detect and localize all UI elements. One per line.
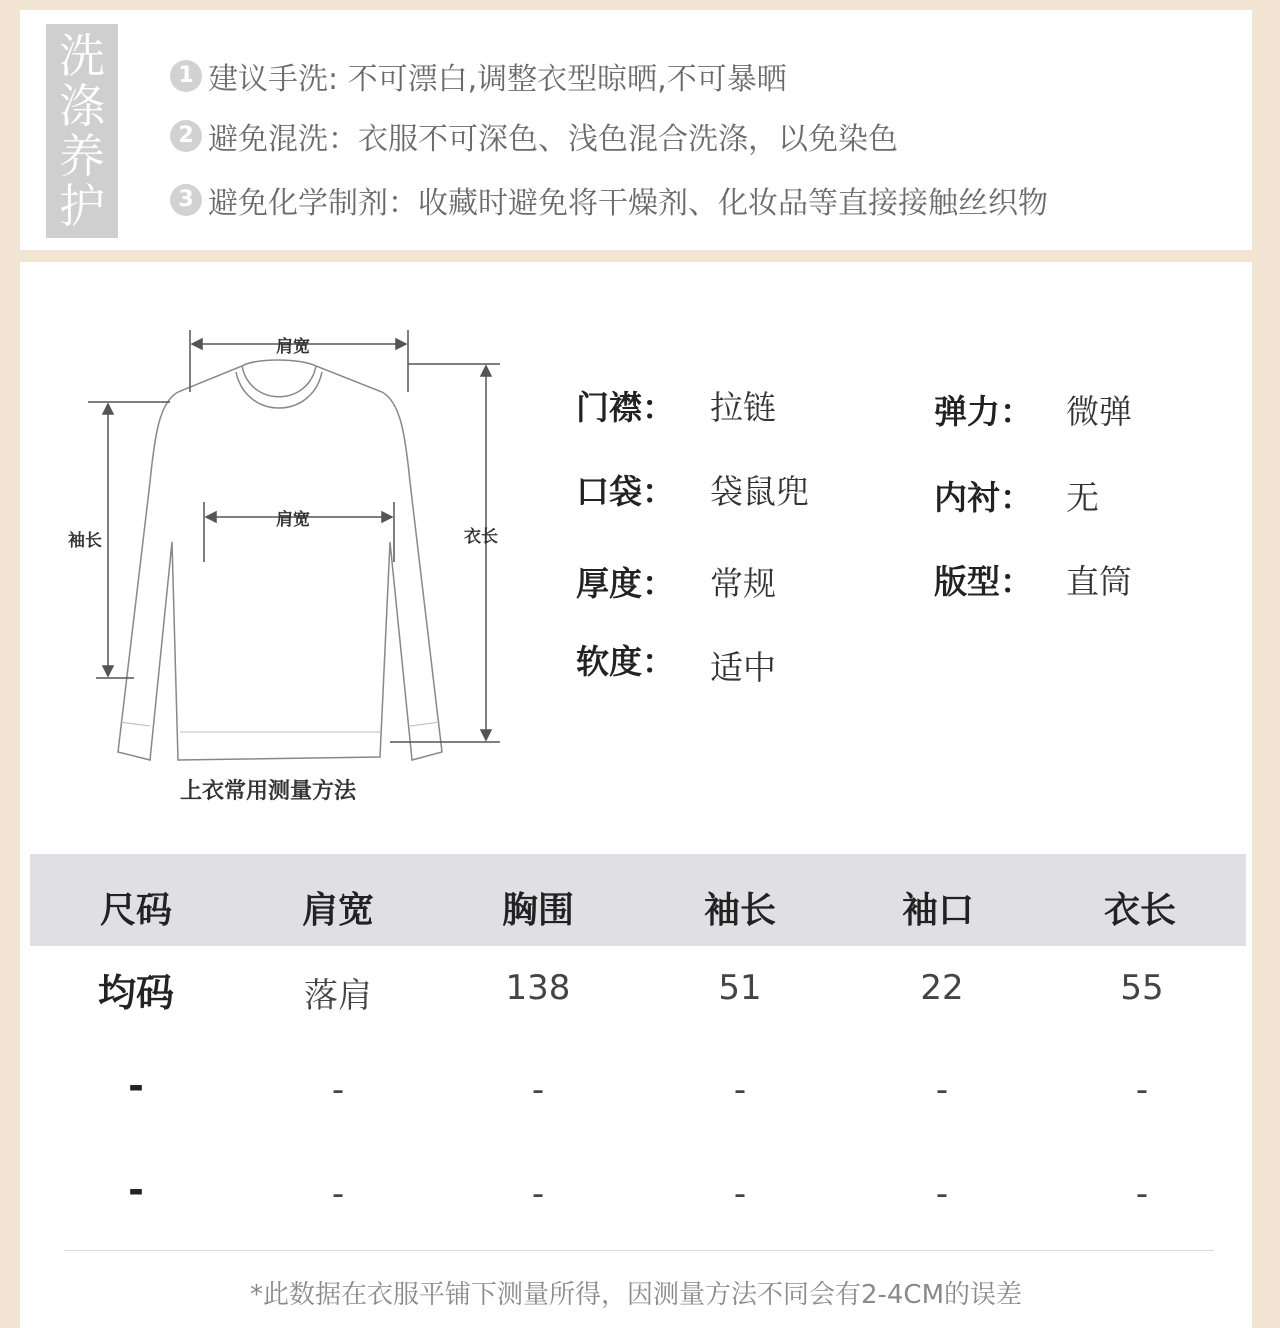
attr-value-closure: 拉链 (710, 388, 776, 427)
table-cell: - (935, 1070, 949, 1110)
size-info-section (20, 262, 1252, 1328)
attr-key-lining: 内衬： (934, 478, 1033, 517)
attr-value-fit: 直筒 (1066, 562, 1132, 601)
care-item-text: 避免混洗：衣服不可深色、浅色混合洗涤，以免染色 (208, 122, 898, 157)
garment-length-label: 衣长 (464, 527, 498, 547)
sweater-outline-icon (60, 312, 500, 772)
table-cell: - (331, 1174, 345, 1214)
table-cell: - (1135, 1174, 1149, 1214)
table-cell: - (531, 1070, 545, 1110)
care-item (170, 178, 1048, 222)
care-item-text: 避免化学制剂：收藏时避免将干燥剂、化妆品等直接接触丝织物 (208, 186, 1048, 221)
care-item-text: 建议手洗: 不可漂白,调整衣型晾晒,不可暴晒 (208, 62, 787, 97)
table-cell: 均码 (97, 971, 174, 1015)
care-badge-char: 洗 (59, 29, 105, 83)
attr-key-elasticity: 弹力： (934, 392, 1033, 431)
care-badge-char: 涤 (59, 79, 105, 133)
care-badge-char: 护 (59, 179, 105, 233)
table-cell: - (935, 1174, 949, 1214)
header-chest: 胸围 (501, 890, 574, 931)
measurement-footnote: *此数据在衣服平铺下测量所得，因测量方法不同会有2-4CM的误差 (249, 1280, 1023, 1310)
number-badge-icon: 3 (170, 184, 202, 216)
attr-value-elasticity: 微弹 (1066, 392, 1132, 431)
shoulder-width-label: 肩宽 (276, 337, 310, 357)
table-cell: - (128, 1168, 144, 1212)
attr-key-closure: 门襟： (576, 388, 675, 427)
table-cell: 55 (1120, 968, 1164, 1008)
divider (64, 1250, 1214, 1251)
care-item (170, 114, 898, 158)
table-cell: - (733, 1070, 747, 1110)
table-cell: - (1135, 1070, 1149, 1110)
attr-key-pocket: 口袋： (576, 472, 675, 511)
table-cell: 落肩 (304, 976, 372, 1016)
table-cell: 138 (505, 968, 571, 1008)
attr-value-softness: 适中 (710, 648, 776, 687)
table-cell: - (733, 1174, 747, 1214)
attr-value-pocket: 袋鼠兜 (710, 472, 809, 511)
size-table-header (30, 854, 1246, 946)
care-badge-char: 养 (59, 129, 105, 183)
table-cell: 51 (718, 968, 762, 1008)
header-cuff: 袖口 (901, 890, 974, 931)
chest-width-label: 肩宽 (276, 510, 310, 530)
table-cell: - (331, 1070, 345, 1110)
header-sleeve: 袖长 (703, 890, 776, 931)
table-cell: - (128, 1064, 144, 1108)
header-size: 尺码 (99, 890, 172, 931)
attr-key-softness: 软度： (576, 642, 675, 681)
number-badge-icon: 2 (170, 120, 202, 152)
table-cell: 22 (920, 968, 964, 1008)
measurement-diagram (60, 312, 500, 822)
number-badge-icon: 1 (170, 60, 202, 92)
attr-key-fit: 版型： (934, 562, 1033, 601)
care-item (170, 54, 787, 98)
header-length: 衣长 (1103, 890, 1176, 931)
diagram-caption: 上衣常用测量方法 (180, 779, 357, 804)
care-badge (46, 24, 118, 238)
sleeve-length-label: 袖长 (68, 531, 102, 551)
header-shoulder: 肩宽 (301, 890, 374, 931)
table-cell: - (531, 1174, 545, 1214)
attr-key-thickness: 厚度： (576, 564, 675, 603)
attr-value-lining: 无 (1066, 478, 1099, 517)
attr-value-thickness: 常规 (710, 564, 776, 603)
care-section (20, 10, 1252, 250)
